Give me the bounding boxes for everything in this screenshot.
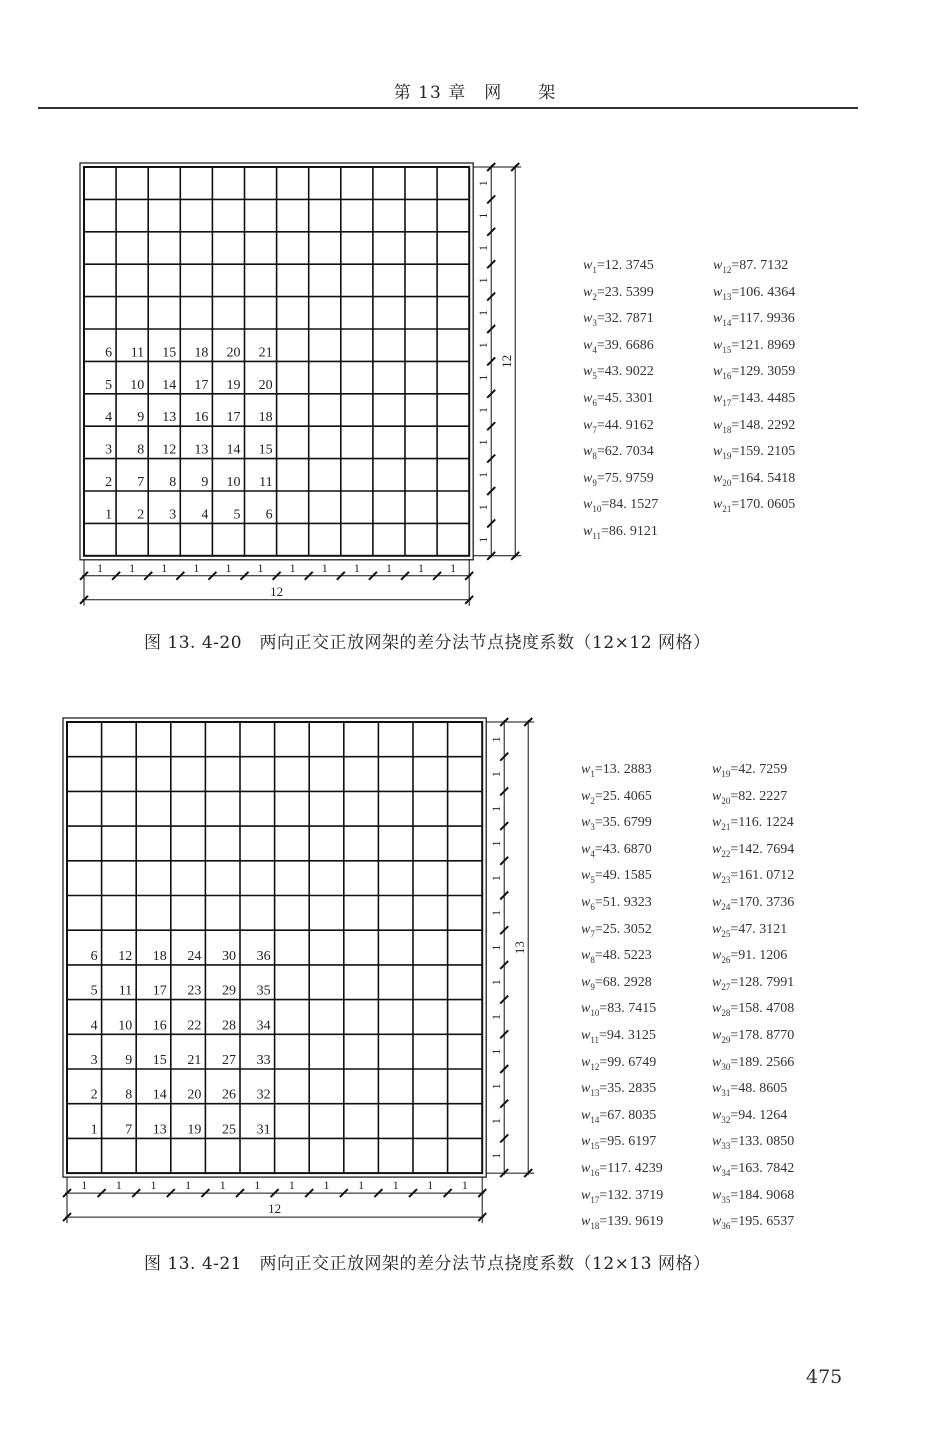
node-label: 6 (265, 507, 273, 523)
node-label: 8 (137, 442, 145, 458)
node-label: 10 (130, 377, 145, 393)
dimension-label-total-x: 12 (270, 583, 284, 599)
dimension-label-unit: 1 (358, 1178, 365, 1193)
node-label: 11 (259, 475, 273, 490)
dimension-label-unit: 1 (489, 840, 504, 847)
node-label: 20 (258, 377, 273, 393)
node-label: 27 (222, 1053, 236, 1068)
node-label: 2 (137, 507, 145, 523)
dimension-label-unit: 1 (489, 909, 504, 916)
node-label: 30 (222, 948, 236, 964)
dimension-label-unit: 1 (392, 1178, 399, 1193)
dimension-label-unit: 1 (489, 1048, 504, 1055)
node-label: 36 (256, 948, 271, 964)
node-label: 18 (194, 345, 209, 361)
fig1-coefficient-list-2 (713, 255, 795, 521)
node-label: 11 (118, 983, 133, 999)
chapter-label: 第 13 章 (393, 83, 467, 103)
deflection-coefficient: $w_{32}=94$. 1264 (712, 1107, 788, 1125)
deflection-coefficient: $w_{27}=128$. 7991 (712, 974, 795, 992)
node-label: 12 (118, 948, 133, 964)
header-rule (38, 107, 858, 109)
running-header (0, 78, 950, 103)
dimension-label-unit: 1 (476, 342, 491, 349)
dimension-label-unit: 1 (81, 1178, 88, 1193)
deflection-coefficient: $w_{26}=91$. 1206 (712, 948, 788, 965)
node-label: 7 (137, 475, 145, 490)
deflection-coefficient: $w_{35}=184$. 9068 (712, 1187, 795, 1205)
dimension-label-unit: 1 (476, 374, 491, 381)
deflection-coefficient: $w_{12}=99$. 6749 (581, 1054, 657, 1072)
node-label: 1 (90, 1122, 98, 1138)
deflection-coefficient: $w_{21}=170$. 0605 (713, 497, 796, 515)
deflection-coefficient: $w_{19}=42$. 7259 (712, 762, 788, 779)
deflection-coefficient: $w_{25}=47$. 3121 (712, 921, 788, 939)
node-label: 34 (256, 1018, 271, 1034)
dimension-label-unit: 1 (476, 536, 491, 543)
chapter-title: 网 架 (484, 83, 557, 103)
node-label: 19 (187, 1122, 202, 1138)
deflection-coefficient: $w_{16}=129$. 3059 (713, 364, 796, 382)
deflection-coefficient: $w_{11}=94$. 3125 (581, 1027, 656, 1045)
dimension-label-unit: 1 (225, 560, 232, 575)
deflection-coefficient: $w_1=12$. 3745 (583, 258, 654, 275)
node-label: 26 (222, 1087, 236, 1103)
node-label: 31 (256, 1122, 271, 1138)
node-label: 22 (187, 1018, 202, 1034)
dimension-label-unit: 1 (288, 1178, 295, 1193)
deflection-coefficient: $w_{13}=35$. 2835 (581, 1081, 657, 1098)
node-label: 3 (169, 507, 177, 523)
node-label: 6 (90, 948, 98, 964)
dimension-label-unit: 1 (150, 1178, 157, 1193)
deflection-coefficient: $w_3=35$. 6799 (581, 815, 652, 832)
dimension-label-unit: 1 (489, 805, 504, 812)
deflection-coefficient: $w_9=75$. 9759 (583, 470, 654, 488)
node-label: 17 (152, 983, 167, 999)
node-label: 3 (90, 1053, 98, 1068)
dimension-label-total-x: 12 (268, 1201, 282, 1217)
node-label: 10 (226, 475, 241, 490)
node-label: 14 (162, 377, 177, 393)
node-label: 15 (162, 345, 177, 361)
deflection-coefficient: $w_{20}=164$. 5418 (713, 470, 796, 488)
deflection-coefficient: $w_{33}=133$. 0850 (712, 1134, 795, 1152)
deflection-coefficient: $w_4=43$. 6870 (581, 841, 652, 859)
dimension-label-unit: 1 (129, 560, 136, 575)
figure-13-4-21-caption: 图 13. 4-21 两向正交正放网架的差分法节点挠度系数（12×13 网格） (144, 1254, 711, 1274)
deflection-coefficient: $w_{12}=87$. 7132 (713, 258, 789, 275)
dimension-label-total-y: 12 (499, 354, 515, 368)
deflection-coefficient: $w_5=43$. 9022 (583, 364, 654, 382)
dimension-label-unit: 1 (353, 560, 360, 575)
deflection-coefficient: $w_{13}=106$. 4364 (713, 284, 796, 302)
node-label: 28 (222, 1018, 236, 1034)
node-label: 3 (105, 442, 113, 458)
dimension-label-unit: 1 (461, 1178, 468, 1193)
node-label: 17 (194, 377, 209, 393)
node-label: 11 (130, 345, 145, 361)
dimension-label-unit: 1 (489, 875, 504, 882)
node-label: 8 (125, 1087, 133, 1103)
deflection-coefficient: $w_2=25$. 4065 (581, 788, 652, 806)
dimension-label-unit: 1 (185, 1178, 192, 1193)
deflection-coefficient: $w_{20}=82$. 2227 (712, 788, 788, 806)
deflection-coefficient: $w_8=62$. 7034 (583, 444, 654, 461)
dimension-label-unit: 1 (476, 309, 491, 316)
deflection-coefficient: $w_{16}=117$. 4239 (581, 1160, 663, 1178)
dimension-label-unit: 1 (476, 504, 491, 511)
deflection-coefficient: $w_{18}=139$. 9619 (581, 1214, 664, 1231)
dimension-label-unit: 1 (489, 1013, 504, 1020)
dimension-label-unit: 1 (115, 1178, 122, 1193)
figure-13-4-20-caption: 图 13. 4-20 两向正交正放网架的差分法节点挠度系数（12×12 网格） (144, 633, 711, 653)
deflection-coefficient: $w_6=45$. 3301 (583, 390, 654, 408)
deflection-coefficient: $w_4=39$. 6686 (583, 337, 654, 355)
node-label: 18 (152, 948, 167, 964)
deflection-coefficient: $w_6=51$. 9323 (581, 894, 652, 912)
node-label: 16 (194, 410, 209, 426)
deflection-coefficient: $w_{36}=195$. 6537 (712, 1214, 795, 1231)
deflection-coefficient: $w_7=44$. 9162 (583, 417, 654, 435)
page-number: 475 (806, 1366, 843, 1388)
deflection-coefficient: $w_{23}=161$. 0712 (712, 868, 795, 886)
node-label: 1 (105, 507, 113, 523)
node-label: 15 (152, 1053, 167, 1068)
deflection-coefficient: $w_{30}=189$. 2566 (712, 1054, 795, 1072)
node-label: 17 (226, 410, 241, 426)
dimension-label-unit: 1 (489, 771, 504, 778)
fig2-coefficient-list-1 (581, 759, 663, 1238)
dimension-label-unit: 1 (476, 180, 491, 187)
deflection-coefficient: $w_8=48$. 5223 (581, 948, 652, 965)
dimension-label-unit: 1 (489, 736, 504, 743)
deflection-coefficient: $w_{15}=95$. 6197 (581, 1134, 657, 1152)
dimension-label-unit: 1 (193, 560, 200, 575)
dimension-label-unit: 1 (450, 560, 457, 575)
deflection-coefficient: $w_{14}=117$. 9936 (713, 311, 795, 328)
deflection-coefficient: $w_1=13$. 2883 (581, 762, 652, 779)
node-label: 33 (256, 1053, 271, 1068)
deflection-coefficient: $w_{18}=148$. 2292 (713, 417, 796, 435)
node-label: 10 (118, 1018, 133, 1034)
dimension-label-unit: 1 (476, 407, 491, 413)
node-label: 19 (226, 377, 241, 393)
node-label: 5 (90, 983, 98, 999)
node-label: 16 (152, 1018, 167, 1034)
node-label: 9 (201, 475, 209, 490)
deflection-coefficient: $w_{21}=116$. 1224 (712, 815, 794, 832)
dimension-label-unit: 1 (219, 1178, 226, 1193)
deflection-coefficient: $w_{17}=132$. 3719 (581, 1187, 664, 1205)
node-label: 15 (258, 442, 273, 458)
node-label: 5 (105, 377, 113, 393)
node-label: 7 (125, 1122, 133, 1138)
node-label: 35 (256, 983, 271, 999)
dimension-label-unit: 1 (489, 979, 504, 986)
node-label: 2 (90, 1087, 98, 1103)
node-label: 32 (256, 1087, 271, 1103)
deflection-coefficient: $w_{29}=178$. 8770 (712, 1027, 795, 1045)
dimension-label-unit: 1 (418, 560, 425, 575)
dimension-label-unit: 1 (489, 944, 504, 951)
dimension-label-unit: 1 (161, 560, 168, 575)
dimension-label-unit: 1 (289, 560, 296, 575)
deflection-coefficient: $w_{14}=67$. 8035 (581, 1107, 657, 1125)
dimension-label-unit: 1 (427, 1178, 434, 1193)
node-label: 13 (194, 442, 209, 458)
figure-13-4-20-grid (0, 150, 950, 620)
node-label: 12 (162, 442, 177, 458)
deflection-coefficient: $w_{28}=158$. 4708 (712, 1001, 795, 1019)
node-label: 9 (125, 1053, 133, 1068)
deflection-coefficient: $w_{24}=170$. 3736 (712, 894, 795, 912)
node-label: 14 (152, 1087, 167, 1103)
dimension-label-unit: 1 (385, 560, 392, 575)
dimension-label-unit: 1 (321, 560, 328, 575)
node-label: 20 (187, 1087, 202, 1103)
deflection-coefficient: $w_9=68$. 2928 (581, 974, 652, 992)
node-label: 21 (187, 1053, 202, 1068)
node-label: 9 (137, 410, 145, 426)
node-label: 18 (258, 410, 273, 426)
node-label: 21 (258, 345, 273, 361)
node-label: 4 (90, 1018, 98, 1034)
node-label: 6 (105, 345, 113, 361)
dimension-label-unit: 1 (476, 471, 491, 478)
dimension-label-unit: 1 (323, 1178, 330, 1193)
node-label: 8 (169, 475, 177, 490)
node-label: 20 (226, 345, 241, 361)
node-label: 29 (222, 983, 236, 999)
node-label: 2 (105, 475, 113, 490)
deflection-coefficient: $w_2=23$. 5399 (583, 284, 654, 302)
node-label: 5 (233, 507, 241, 523)
deflection-coefficient: $w_{19}=159$. 2105 (713, 444, 796, 461)
node-label: 13 (152, 1122, 167, 1138)
dimension-label-unit: 1 (489, 1083, 504, 1090)
dimension-label-unit: 1 (476, 245, 491, 251)
deflection-coefficient: $w_{10}=83$. 7415 (581, 1001, 657, 1019)
dimension-label-unit: 1 (489, 1152, 504, 1159)
figure-13-4-21-grid (0, 705, 950, 1245)
deflection-coefficient: $w_7=25$. 3052 (581, 921, 652, 939)
node-label: 4 (105, 410, 113, 426)
deflection-coefficient: $w_3=32$. 7871 (583, 311, 654, 328)
deflection-coefficient: $w_{34}=163$. 7842 (712, 1160, 795, 1178)
fig1-coefficient-list-1 (583, 255, 658, 548)
node-label: 23 (187, 983, 202, 999)
dimension-label-total-y: 13 (512, 941, 528, 955)
fig2-coefficient-list-2 (712, 759, 794, 1238)
deflection-coefficient: $w_{15}=121$. 8969 (713, 337, 796, 355)
deflection-coefficient: $w_{31}=48$. 8605 (712, 1081, 788, 1098)
dimension-label-unit: 1 (489, 1118, 504, 1125)
node-label: 14 (226, 442, 241, 458)
dimension-label-unit: 1 (476, 439, 491, 446)
node-label: 13 (162, 410, 177, 426)
node-label: 25 (222, 1122, 236, 1138)
deflection-coefficient: $w_{10}=84$. 1527 (583, 497, 659, 515)
deflection-coefficient: $w_{11}=86$. 9121 (583, 523, 658, 541)
node-label: 4 (201, 507, 209, 523)
dimension-label-unit: 1 (254, 1178, 261, 1193)
deflection-coefficient: $w_5=49$. 1585 (581, 868, 652, 886)
dimension-label-unit: 1 (476, 277, 491, 284)
dimension-label-unit: 1 (97, 560, 104, 575)
deflection-coefficient: $w_{22}=142$. 7694 (712, 841, 795, 859)
deflection-coefficient: $w_{17}=143$. 4485 (713, 390, 796, 408)
dimension-label-unit: 1 (476, 212, 491, 219)
node-label: 24 (187, 948, 202, 964)
dimension-label-unit: 1 (257, 560, 264, 575)
